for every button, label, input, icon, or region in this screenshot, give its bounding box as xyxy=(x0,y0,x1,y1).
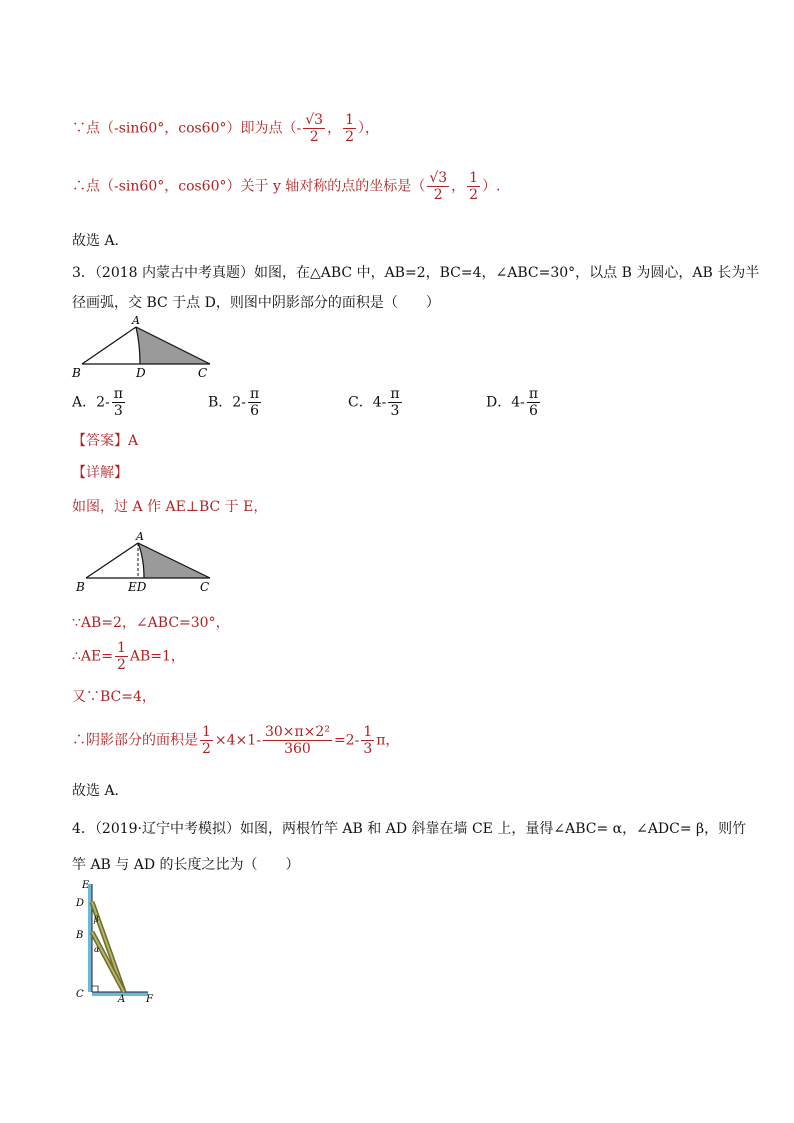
fraction-denominator: 3 xyxy=(390,403,400,419)
wall-ce xyxy=(88,884,92,992)
step2-prefix: ∴AE= xyxy=(72,648,113,665)
bamboo-figure xyxy=(72,876,172,1006)
label-b: B xyxy=(76,930,84,941)
label-e: E xyxy=(82,880,90,891)
step-3: 又∵BC=4， xyxy=(72,689,156,705)
fraction-denominator: 6 xyxy=(250,403,259,419)
fraction-denominator: 360 xyxy=(284,741,311,757)
option-label: A．2- xyxy=(72,394,110,411)
triangle-figure-2 xyxy=(68,528,228,598)
line-symmetric-point xyxy=(72,170,501,203)
fraction-denominator: 2 xyxy=(116,657,126,673)
fraction-denominator: 3 xyxy=(113,403,123,419)
explain-title: 【详解】 xyxy=(72,465,128,481)
answer-choice-line-2: 故选 A． xyxy=(72,783,129,799)
fraction-sqrt3-over-2 xyxy=(303,112,325,145)
fraction-numerator: 1 xyxy=(116,640,126,656)
option-d xyxy=(486,386,542,419)
fraction-denominator: 2 xyxy=(202,741,211,757)
fraction-numerator: π xyxy=(390,386,400,402)
fraction-denominator: 2 xyxy=(469,187,479,203)
label-ed: ED xyxy=(128,580,147,594)
fraction-sqrt3-over-2 xyxy=(427,170,449,203)
step-2 xyxy=(72,640,185,673)
label-b: B xyxy=(72,366,81,380)
step-1: ∵AB=2，∠ABC=30°， xyxy=(72,615,230,631)
line-sin60-point xyxy=(72,112,379,145)
fraction-denominator: 2 xyxy=(309,129,319,145)
fraction-numerator: √3 xyxy=(305,112,324,128)
question3-text-2: 径画弧，交 BC 于点 D，则图中阴影部分的面积是（ ） xyxy=(72,295,440,311)
answer-choice-line: 故选 A． xyxy=(72,233,129,249)
fraction-numerator: 1 xyxy=(345,112,354,128)
fraction-denominator: 2 xyxy=(345,129,354,145)
label-beta: β xyxy=(94,915,99,924)
question3-text-1: 3．（2018 内蒙古中考真题）如图，在△ABC 中，AB=2，BC=4，∠ABC=30°，以点 B 为圆心，AB 长为半 xyxy=(72,265,760,281)
option-label: B．2- xyxy=(208,394,246,411)
fraction-numerator: 1 xyxy=(202,724,211,740)
fraction-1-over-2 xyxy=(467,170,480,203)
label-a: A xyxy=(132,314,140,327)
label-d: D xyxy=(136,366,146,380)
answer-label: 【答案】A xyxy=(72,433,139,449)
fraction-numerator: π xyxy=(113,386,123,402)
triangle-figure-1 xyxy=(68,312,218,382)
question4-text-2: 竿 AB 与 AD 的长度之比为（ ） xyxy=(72,857,300,873)
option-c xyxy=(348,386,404,419)
fraction-denominator: 6 xyxy=(529,403,538,419)
label-c: C xyxy=(200,580,210,594)
step-4 xyxy=(72,724,399,757)
label-a: A xyxy=(118,994,126,1005)
line1-suffix: ）， xyxy=(357,120,379,137)
label-c: C xyxy=(198,366,208,380)
option-label: C．4- xyxy=(348,394,387,411)
option-label: D．4- xyxy=(486,394,525,411)
fraction-numerator: 1 xyxy=(469,170,479,186)
fraction-numerator: π xyxy=(249,386,260,402)
label-a: A xyxy=(136,530,144,543)
line2-suffix: ）. xyxy=(482,178,501,195)
fraction-numerator: 1 xyxy=(363,724,373,740)
step2-suffix: AB=1， xyxy=(129,648,185,665)
option-a xyxy=(72,386,127,419)
question4-text-1: 4．（2019·辽宁中考模拟）如图，两根竹竿 AB 和 AD 斜靠在墙 CE 上，量得∠ABC= α，∠ADC= β，则竹 xyxy=(72,821,747,837)
explain-line-1: 如图，过 A 作 AE⊥BC 于 E， xyxy=(72,499,268,515)
separator: ， xyxy=(451,178,466,195)
label-alpha: α xyxy=(94,945,100,954)
line1-prefix: ∵点（-sin60°，cos60°）即为点（- xyxy=(72,120,302,137)
fraction-1-over-2 xyxy=(343,112,356,145)
step4-mid1: ×4×1- xyxy=(214,732,261,749)
segment-ab xyxy=(86,543,138,578)
label-c: C xyxy=(76,989,84,1000)
step4-suffix: π， xyxy=(376,732,400,749)
separator: ， xyxy=(327,120,342,137)
label-b: B xyxy=(76,580,85,594)
right-angle-mark xyxy=(92,986,98,992)
fraction-denominator: 3 xyxy=(363,741,373,757)
fraction-numerator: π xyxy=(528,386,539,402)
fraction-denominator: 2 xyxy=(433,187,443,203)
segment-ab xyxy=(82,327,136,364)
fraction-numerator: √3 xyxy=(429,170,448,186)
label-f: F xyxy=(146,994,153,1005)
line2-prefix: ∴点（-sin60°，cos60°）关于 y 轴对称的点的坐标是（ xyxy=(72,178,426,195)
step4-mid2: =2- xyxy=(333,732,360,749)
label-d: D xyxy=(76,898,85,909)
step4-prefix: ∴阴影部分的面积是 xyxy=(72,732,198,749)
fraction-numerator: 30×π×2² xyxy=(264,724,330,740)
option-b xyxy=(208,386,263,419)
